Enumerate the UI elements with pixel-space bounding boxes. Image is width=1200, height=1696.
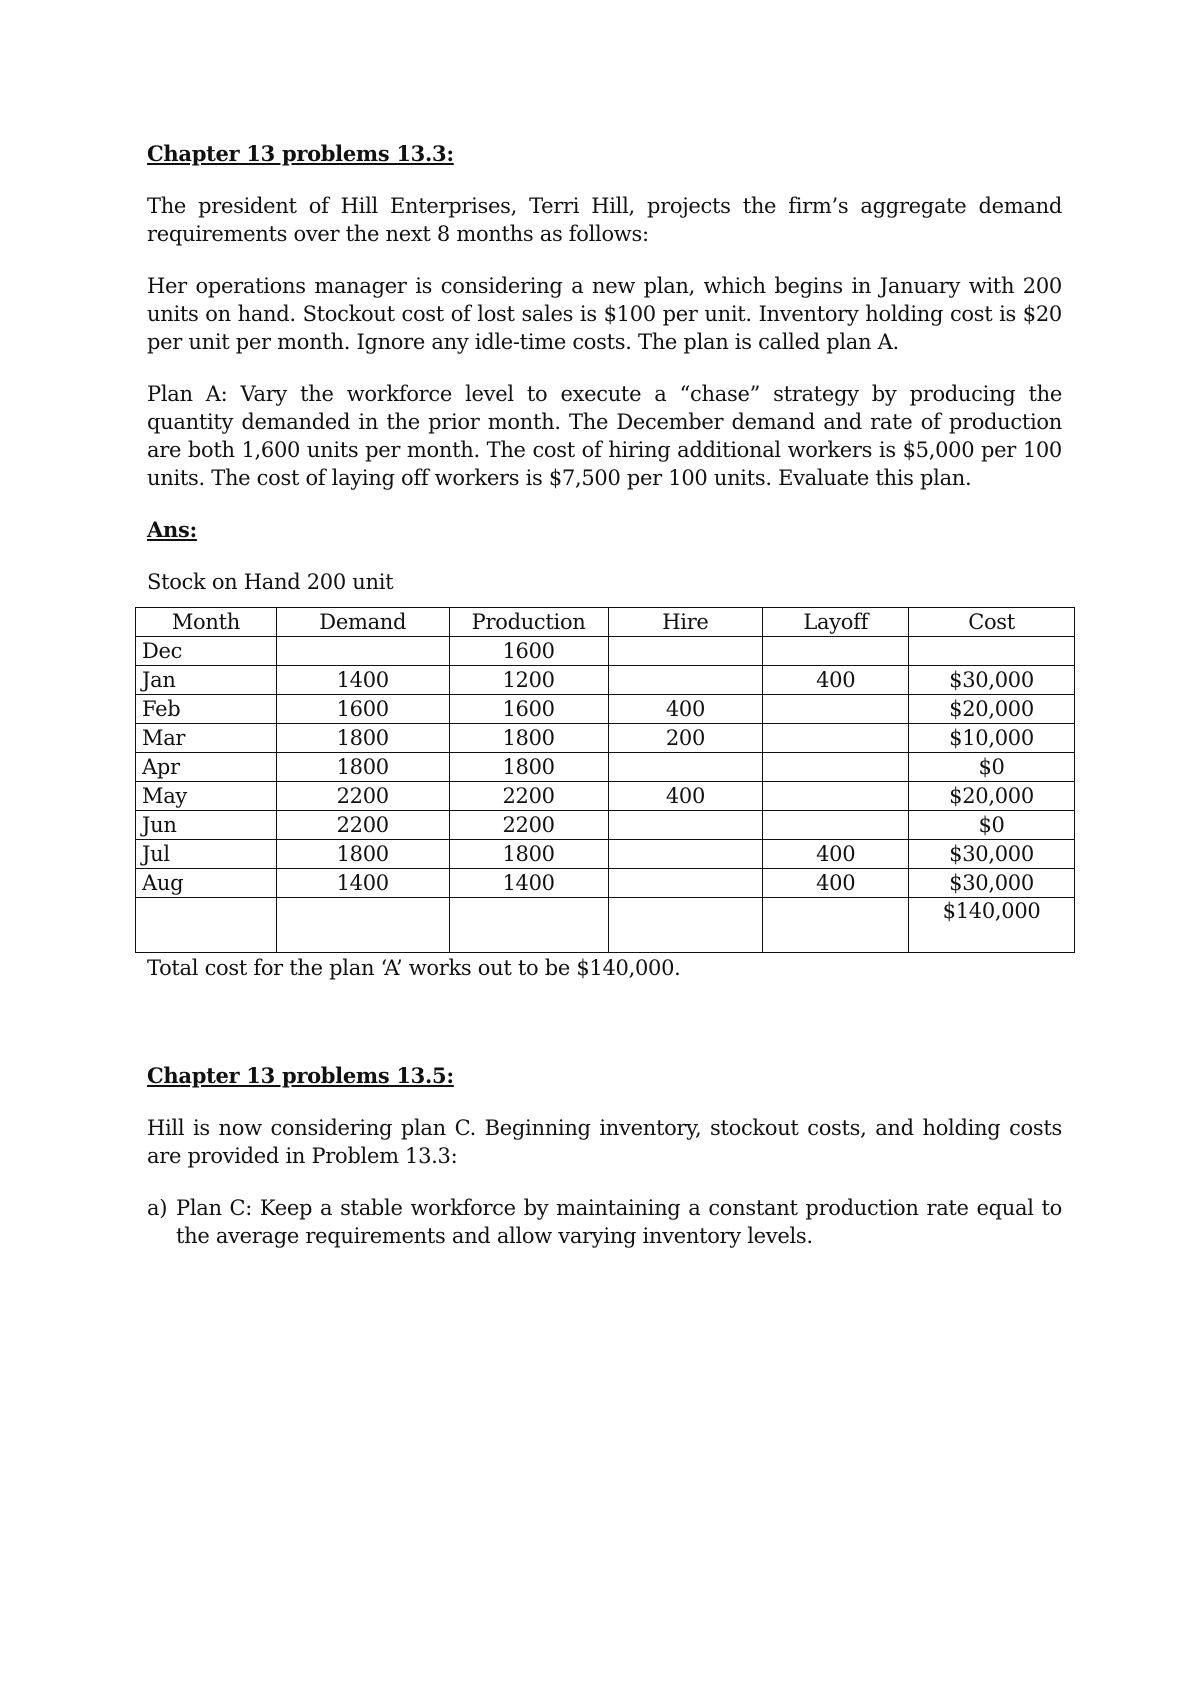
cell-demand: 1800 [276, 840, 449, 869]
list-marker: a) [147, 1196, 168, 1220]
list-item-text: Plan C: Keep a stable workforce by maintaining a constant production rate equal to the average requirements and allow varying inventory levels. [176, 1196, 1062, 1248]
plan-a-paragraph: Plan A: Vary the workforce level to execute a “chase” strategy by producing the quantity demanded in the prior month. The December demand and rate of production are both 1,600 units per month. The cost of hiring additional workers is $5,000 per 100 units. The cost of laying off workers is $7,500 per 100 units. Evaluate this plan. [147, 382, 1062, 490]
cell-hire: 200 [608, 724, 763, 753]
cell-month: Jul [136, 840, 277, 869]
header-production: Production [449, 608, 608, 637]
cell-production: 1600 [449, 637, 608, 666]
intro-paragraph: The president of Hill Enterprises, Terri Hill, projects the firm’s aggregate demand requirements over the next 8 months as follows: [147, 194, 1062, 246]
cell-cost: $0 [909, 753, 1075, 782]
stock-on-hand-line: Stock on Hand 200 unit [147, 570, 394, 594]
table-row [136, 724, 1075, 753]
cell-demand: 1400 [276, 869, 449, 898]
cell-production: 2200 [449, 782, 608, 811]
cell-month [136, 898, 277, 953]
table-row [136, 869, 1075, 898]
cell-layoff: 400 [763, 869, 909, 898]
cell-demand [276, 637, 449, 666]
table-row [136, 637, 1075, 666]
cell-layoff: 400 [763, 666, 909, 695]
cell-month: Mar [136, 724, 277, 753]
cell-month: Aug [136, 869, 277, 898]
cell-hire [608, 840, 763, 869]
table-row [136, 811, 1075, 840]
cell-production: 1800 [449, 724, 608, 753]
cell-production: 2200 [449, 811, 608, 840]
header-layoff: Layoff [763, 608, 909, 637]
table-row [136, 666, 1075, 695]
cell-demand: 1600 [276, 695, 449, 724]
cell-cost: $20,000 [909, 782, 1075, 811]
header-demand: Demand [276, 608, 449, 637]
cell-production: 1800 [449, 753, 608, 782]
cell-demand: 2200 [276, 811, 449, 840]
cell-cost: $30,000 [909, 869, 1075, 898]
table-row [136, 753, 1075, 782]
cell-hire [608, 811, 763, 840]
cell-production: 1600 [449, 695, 608, 724]
table-row [136, 782, 1075, 811]
cell-month: Feb [136, 695, 277, 724]
table-row [136, 695, 1075, 724]
plan-description-paragraph: Her operations manager is considering a new plan, which begins in January with 200 units on hand. Stockout cost of lost sales is $100 per unit. Inventory holding cost is $20 per unit per month. Ignore any idle-time costs. The plan is called plan A. [147, 274, 1062, 354]
cell-month: Dec [136, 637, 277, 666]
cell-total-cost: $140,000 [909, 898, 1075, 953]
cell-layoff: 400 [763, 840, 909, 869]
cell-cost: $30,000 [909, 666, 1075, 695]
cell-layoff [763, 811, 909, 840]
cell-demand: 1800 [276, 724, 449, 753]
cell-hire [608, 637, 763, 666]
plan-a-table [135, 607, 1075, 953]
header-cost: Cost [909, 608, 1075, 637]
cell-layoff [763, 724, 909, 753]
list-item [147, 1194, 1062, 1250]
cell-hire: 400 [608, 782, 763, 811]
cell-demand: 2200 [276, 782, 449, 811]
cell-production: 1400 [449, 869, 608, 898]
cell-production: 1800 [449, 840, 608, 869]
header-month: Month [136, 608, 277, 637]
cell-hire [608, 898, 763, 953]
cell-month: Jan [136, 666, 277, 695]
cell-production: 1200 [449, 666, 608, 695]
cell-hire [608, 753, 763, 782]
cell-cost: $10,000 [909, 724, 1075, 753]
cell-layoff [763, 782, 909, 811]
table-header-row [136, 608, 1075, 637]
cell-layoff [763, 695, 909, 724]
cell-month: May [136, 782, 277, 811]
cell-layoff [763, 898, 909, 953]
cell-month: Apr [136, 753, 277, 782]
cell-cost: $30,000 [909, 840, 1075, 869]
table-wrapper [142, 607, 1062, 954]
cell-hire [608, 666, 763, 695]
conclusion-line: Total cost for the plan ‘A’ works out to be $140,000. [147, 956, 681, 980]
cell-production [449, 898, 608, 953]
header-hire: Hire [608, 608, 763, 637]
cell-cost: $20,000 [909, 695, 1075, 724]
section-heading-13-3: Chapter 13 problems 13.3: [147, 141, 454, 166]
cell-hire [608, 869, 763, 898]
cell-month: Jun [136, 811, 277, 840]
cell-hire: 400 [608, 695, 763, 724]
cell-cost [909, 637, 1075, 666]
cell-layoff [763, 637, 909, 666]
cell-demand: 1800 [276, 753, 449, 782]
cell-demand [276, 898, 449, 953]
cell-demand: 1400 [276, 666, 449, 695]
table-total-row [136, 898, 1075, 953]
document-page [142, 140, 1062, 1250]
table-row [136, 840, 1075, 869]
cell-cost: $0 [909, 811, 1075, 840]
plan-c-intro: Hill is now considering plan C. Beginning inventory, stockout costs, and holding costs are provided in Problem 13.3: [147, 1116, 1062, 1168]
section-heading-13-5: Chapter 13 problems 13.5: [147, 1063, 454, 1088]
answer-label: Ans: [147, 517, 197, 542]
cell-layoff [763, 753, 909, 782]
